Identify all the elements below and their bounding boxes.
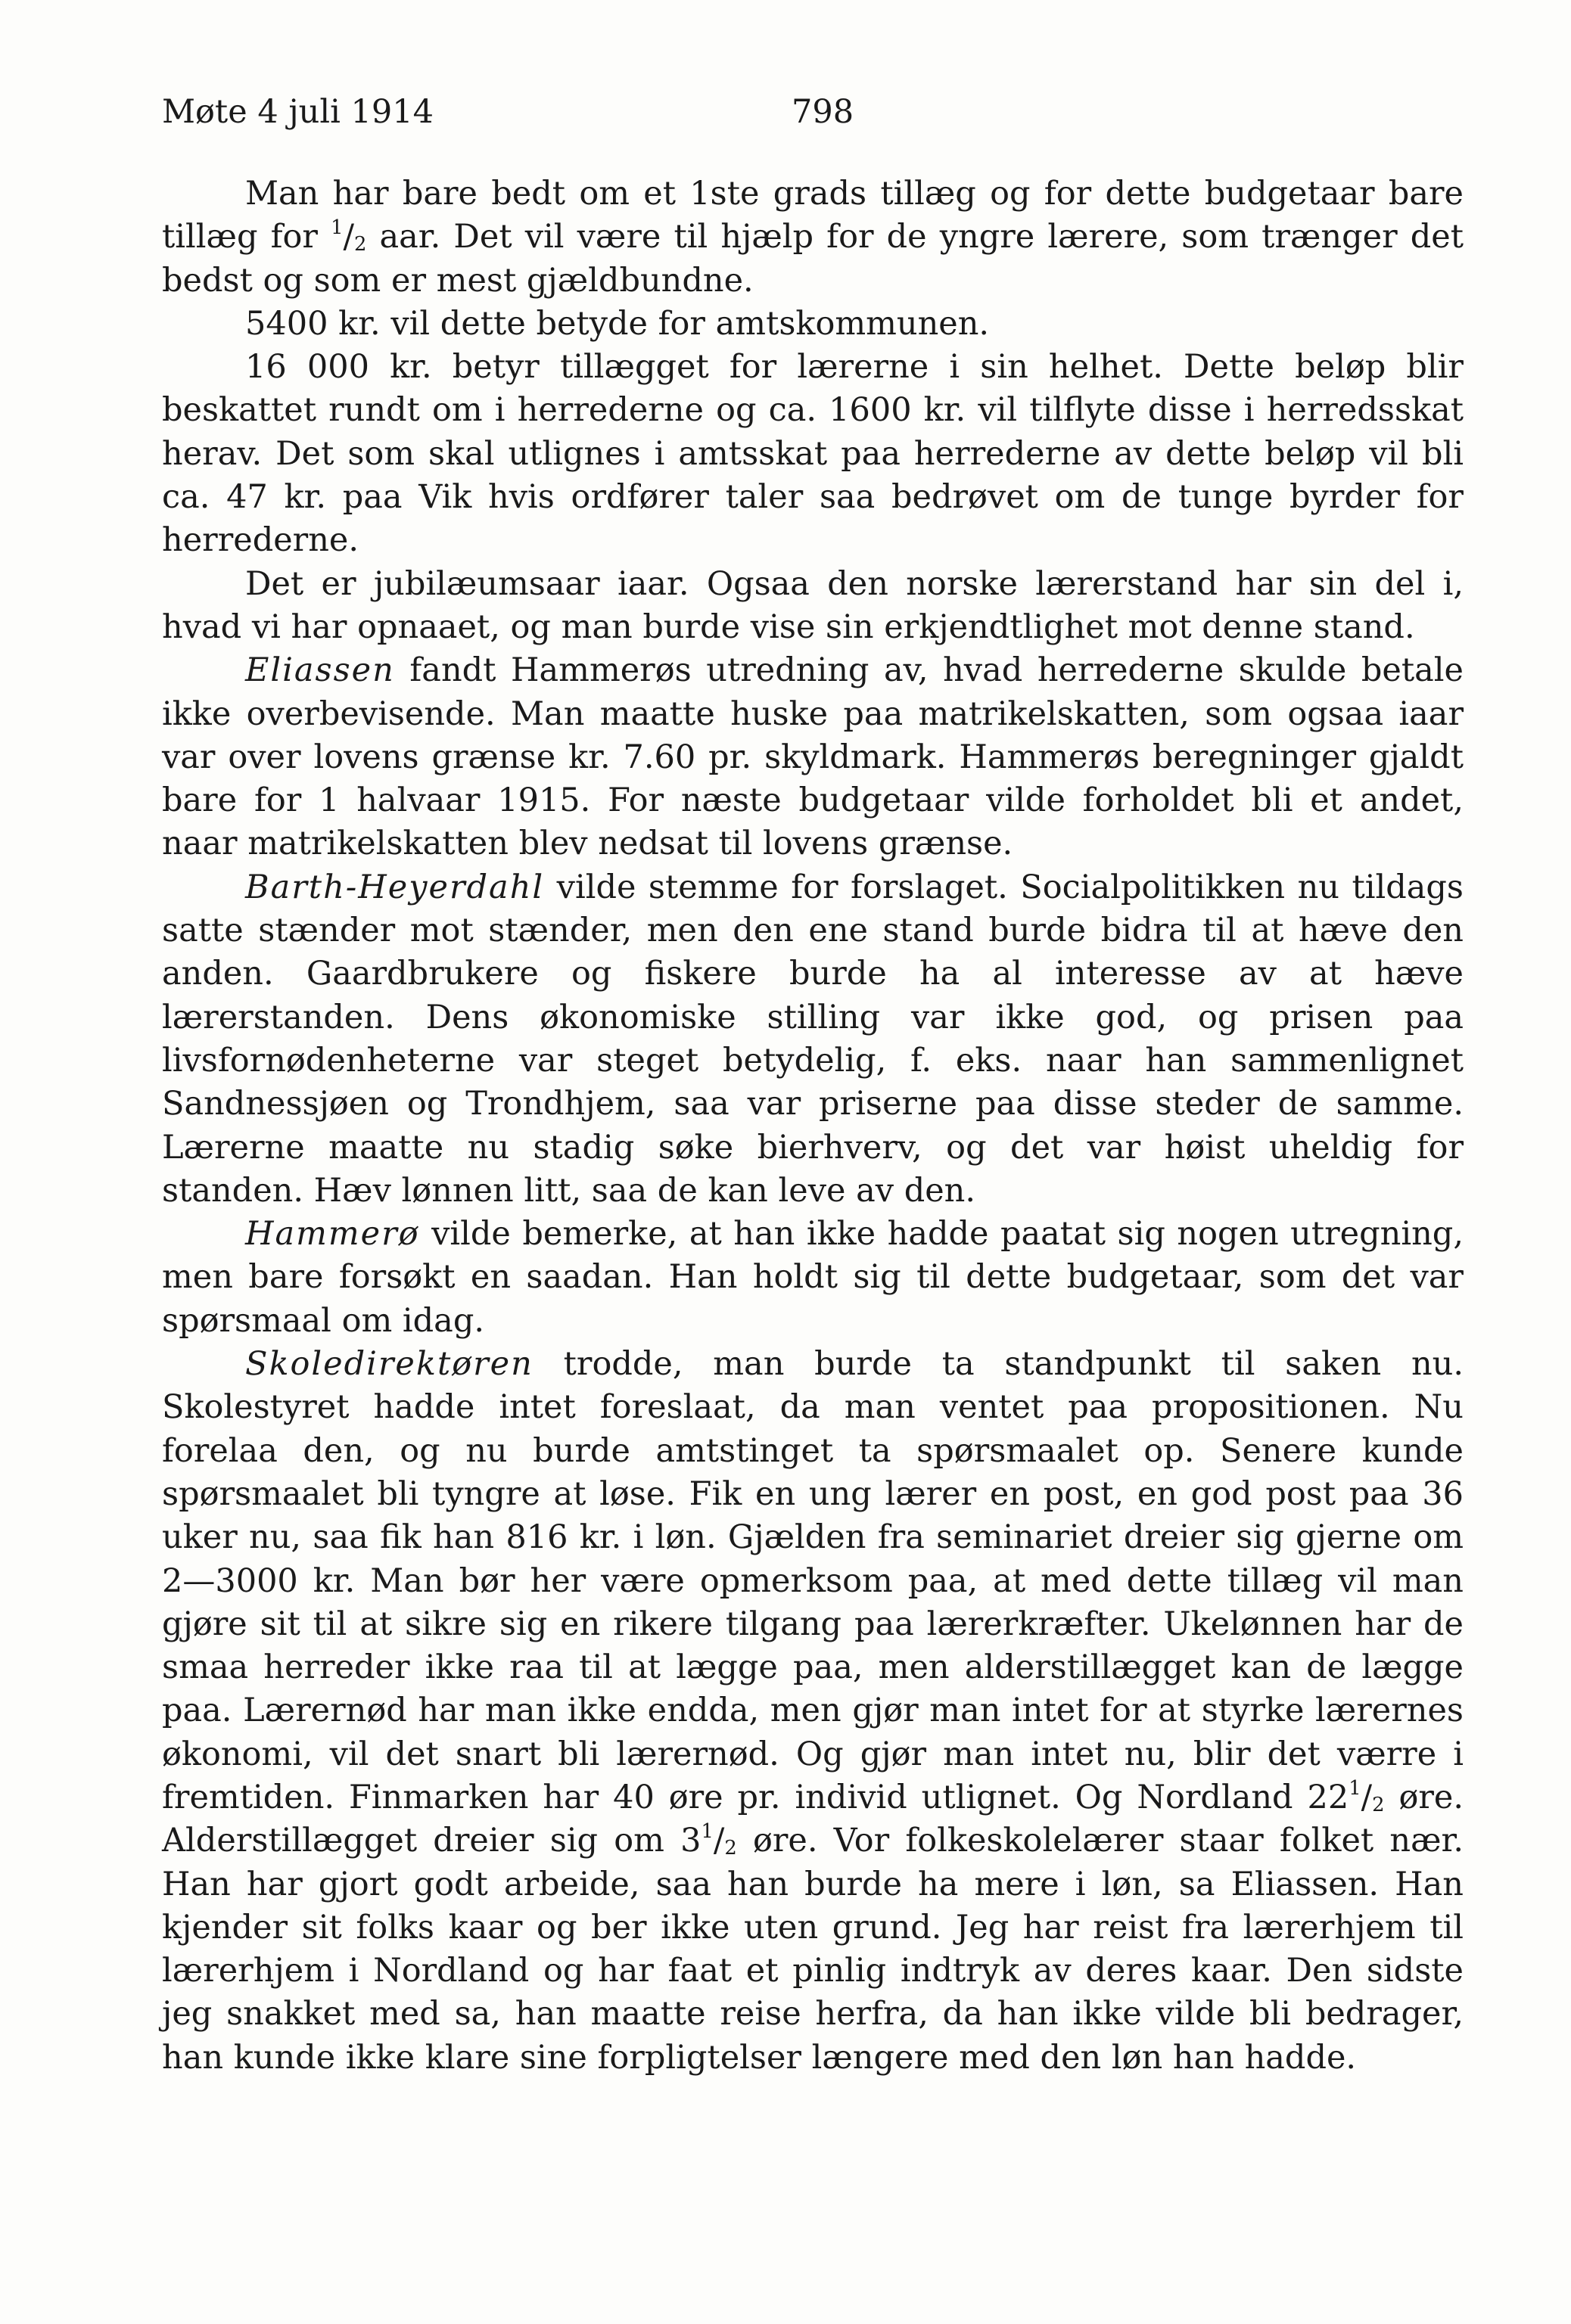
paragraph-text: 16 000 kr. betyr tillægget for lærerne i sin helhet. Dette beløp blir beskattet rundt om i herrederne og ca. 1600 kr. vil tilflyte disse i herredsskat herav. Det som skal utlignes i amtsskat paa herrederne av dette beløp vil bli ca. 47 kr. paa Vik hvis ordfører taler saa bedrøvet om de tunge byrder for herrederne. bbox=[162, 348, 1464, 560]
paragraph-text: / bbox=[1361, 1778, 1373, 1816]
paragraph-p2 bbox=[162, 303, 1464, 346]
paragraph-text: vilde stemme for forslaget. Socialpolitikken nu tildags satte stænder mot stænder, men den ene stand burde bidra til at hæve den anden. Gaardbrukere og fiskere burde ha al interesse av at hæve lærerstanden. Dens økonomiske stilling var ikke god, og prisen paa livsfornødenheterne var steget betydelig, f. eks. naar han sammenlignet Sandnessjøen og Trondhjem, saa var priserne paa disse steder de samme. Lærerne maatte nu stadig søke bierhverv, og det var høist uheldig for standen. Hæv lønnen litt, saa de kan leve av den. bbox=[162, 868, 1464, 1210]
paragraph-text: 5400 kr. vil dette betyde for amtskommunen. bbox=[245, 304, 990, 343]
paragraph-p8 bbox=[162, 1343, 1464, 2080]
paragraph-text: fandt Hammerøs utredning av, hvad herrederne skulde betale ikke overbevisende. Man maatte huske paa matrikelskatten, som ogsaa iaar var over lovens grænse kr. 7.60 pr. skyldmark. Hammerøs beregninger gjaldt bare for 1 halvaar 1915. For næste budgetaar vilde forholdet bli et andet, naar matrikelskatten blev nedsat til lovens grænse. bbox=[162, 651, 1464, 863]
fraction-denominator: 2 bbox=[1372, 1793, 1385, 1816]
fraction-numerator: 1 bbox=[701, 1820, 714, 1844]
paragraph-text: Det er jubilæumsaar iaar. Ogsaa den norske lærerstand har sin del i, hvad vi har opnaaet, og man burde vise sin erkjendtlighet mot denne stand. bbox=[162, 564, 1464, 646]
speaker-name: Barth-Heyerdahl bbox=[245, 868, 545, 906]
paragraph-text: / bbox=[343, 218, 354, 256]
speaker-name: Skoledirektøren bbox=[245, 1345, 534, 1384]
speaker-name: Eliassen bbox=[245, 651, 395, 690]
fraction-numerator: 1 bbox=[331, 216, 344, 240]
paragraph-text: aar. Det vil være til hjælp for de yngre lærere, som trænger det bedst og som er mest gjældbundne. bbox=[162, 218, 1464, 300]
fraction-denominator: 2 bbox=[353, 233, 367, 256]
paragraph-p6 bbox=[162, 866, 1464, 1213]
paragraph-p7 bbox=[162, 1213, 1464, 1343]
paragraph-p4 bbox=[162, 563, 1464, 650]
page-number: 798 bbox=[792, 93, 854, 131]
paragraph-p3 bbox=[162, 346, 1464, 562]
paragraph-text: øre. Alderstillægget dreier sig om 3 bbox=[162, 1778, 1464, 1860]
paragraph-p5 bbox=[162, 649, 1464, 865]
paragraph-text: øre. Vor folkeskolelærer staar folket nær. Han har gjort godt arbeide, saa han burde ha mere i løn, sa Eliassen. Han kjender sit folks kaar og ber ikke uten grund. Jeg har reist fra lærerhjem til lærerhjem i Nordland og har faat et pinlig indtryk av deres kaar. Den sidste jeg snakket med sa, han maatte reise herfra, da han ikke vilde bli bedrager, han kunde ikke klare sine forpligtelser længere med den løn han hadde. bbox=[162, 1822, 1464, 2077]
paragraph-text: vilde bemerke, at han ikke hadde paatat sig nogen utregning, men bare forsøkt en saadan. Han holdt sig til dette budgetaar, som det var spørsmaal om idag. bbox=[162, 1215, 1464, 1340]
fraction-numerator: 1 bbox=[1349, 1776, 1361, 1800]
paragraph-text: Man har bare bedt om et 1ste grads tillæg og for dette budgetaar bare tillæg for bbox=[162, 175, 1464, 256]
paragraph-text: / bbox=[713, 1822, 725, 1860]
paragraph-text: trodde, man burde ta standpunkt til saken nu. Skolestyret hadde intet foreslaat, da man ventet paa propositionen. Nu forelaa den, og nu burde amtstinget ta spørsmaalet op. Senere kunde spørsmaalet bli tyngre at løse. Fik en ung lærer en post, en god post paa 36 uker nu, saa fik han 816 kr. i løn. Gjælden fra seminariet dreier sig gjerne om 2—3000 kr. Man bør her være opmerksom paa, at med dette tillæg vil man gjøre sit til at sikre sig en rikere tilgang paa lærerkræfter. Ukelønnen har de smaa herreder ikke raa til at lægge paa, men alderstillægget kan de lægge paa. Lærernød har man ikke endda, men gjør man intet for at styrke lærernes økonomi, vil det snart bli lærernød. Og gjør man intet nu, blir det værre i fremtiden. Finmarken har 40 øre pr. individ utlignet. Og Nordland 22 bbox=[162, 1345, 1464, 1816]
document-body bbox=[162, 172, 1464, 2080]
paragraph-p1 bbox=[162, 172, 1464, 303]
fraction-denominator: 2 bbox=[724, 1837, 737, 1860]
meeting-date: Møte 4 juli 1914 bbox=[162, 93, 434, 131]
speaker-name: Hammerø bbox=[245, 1215, 420, 1254]
running-header bbox=[162, 89, 1464, 135]
